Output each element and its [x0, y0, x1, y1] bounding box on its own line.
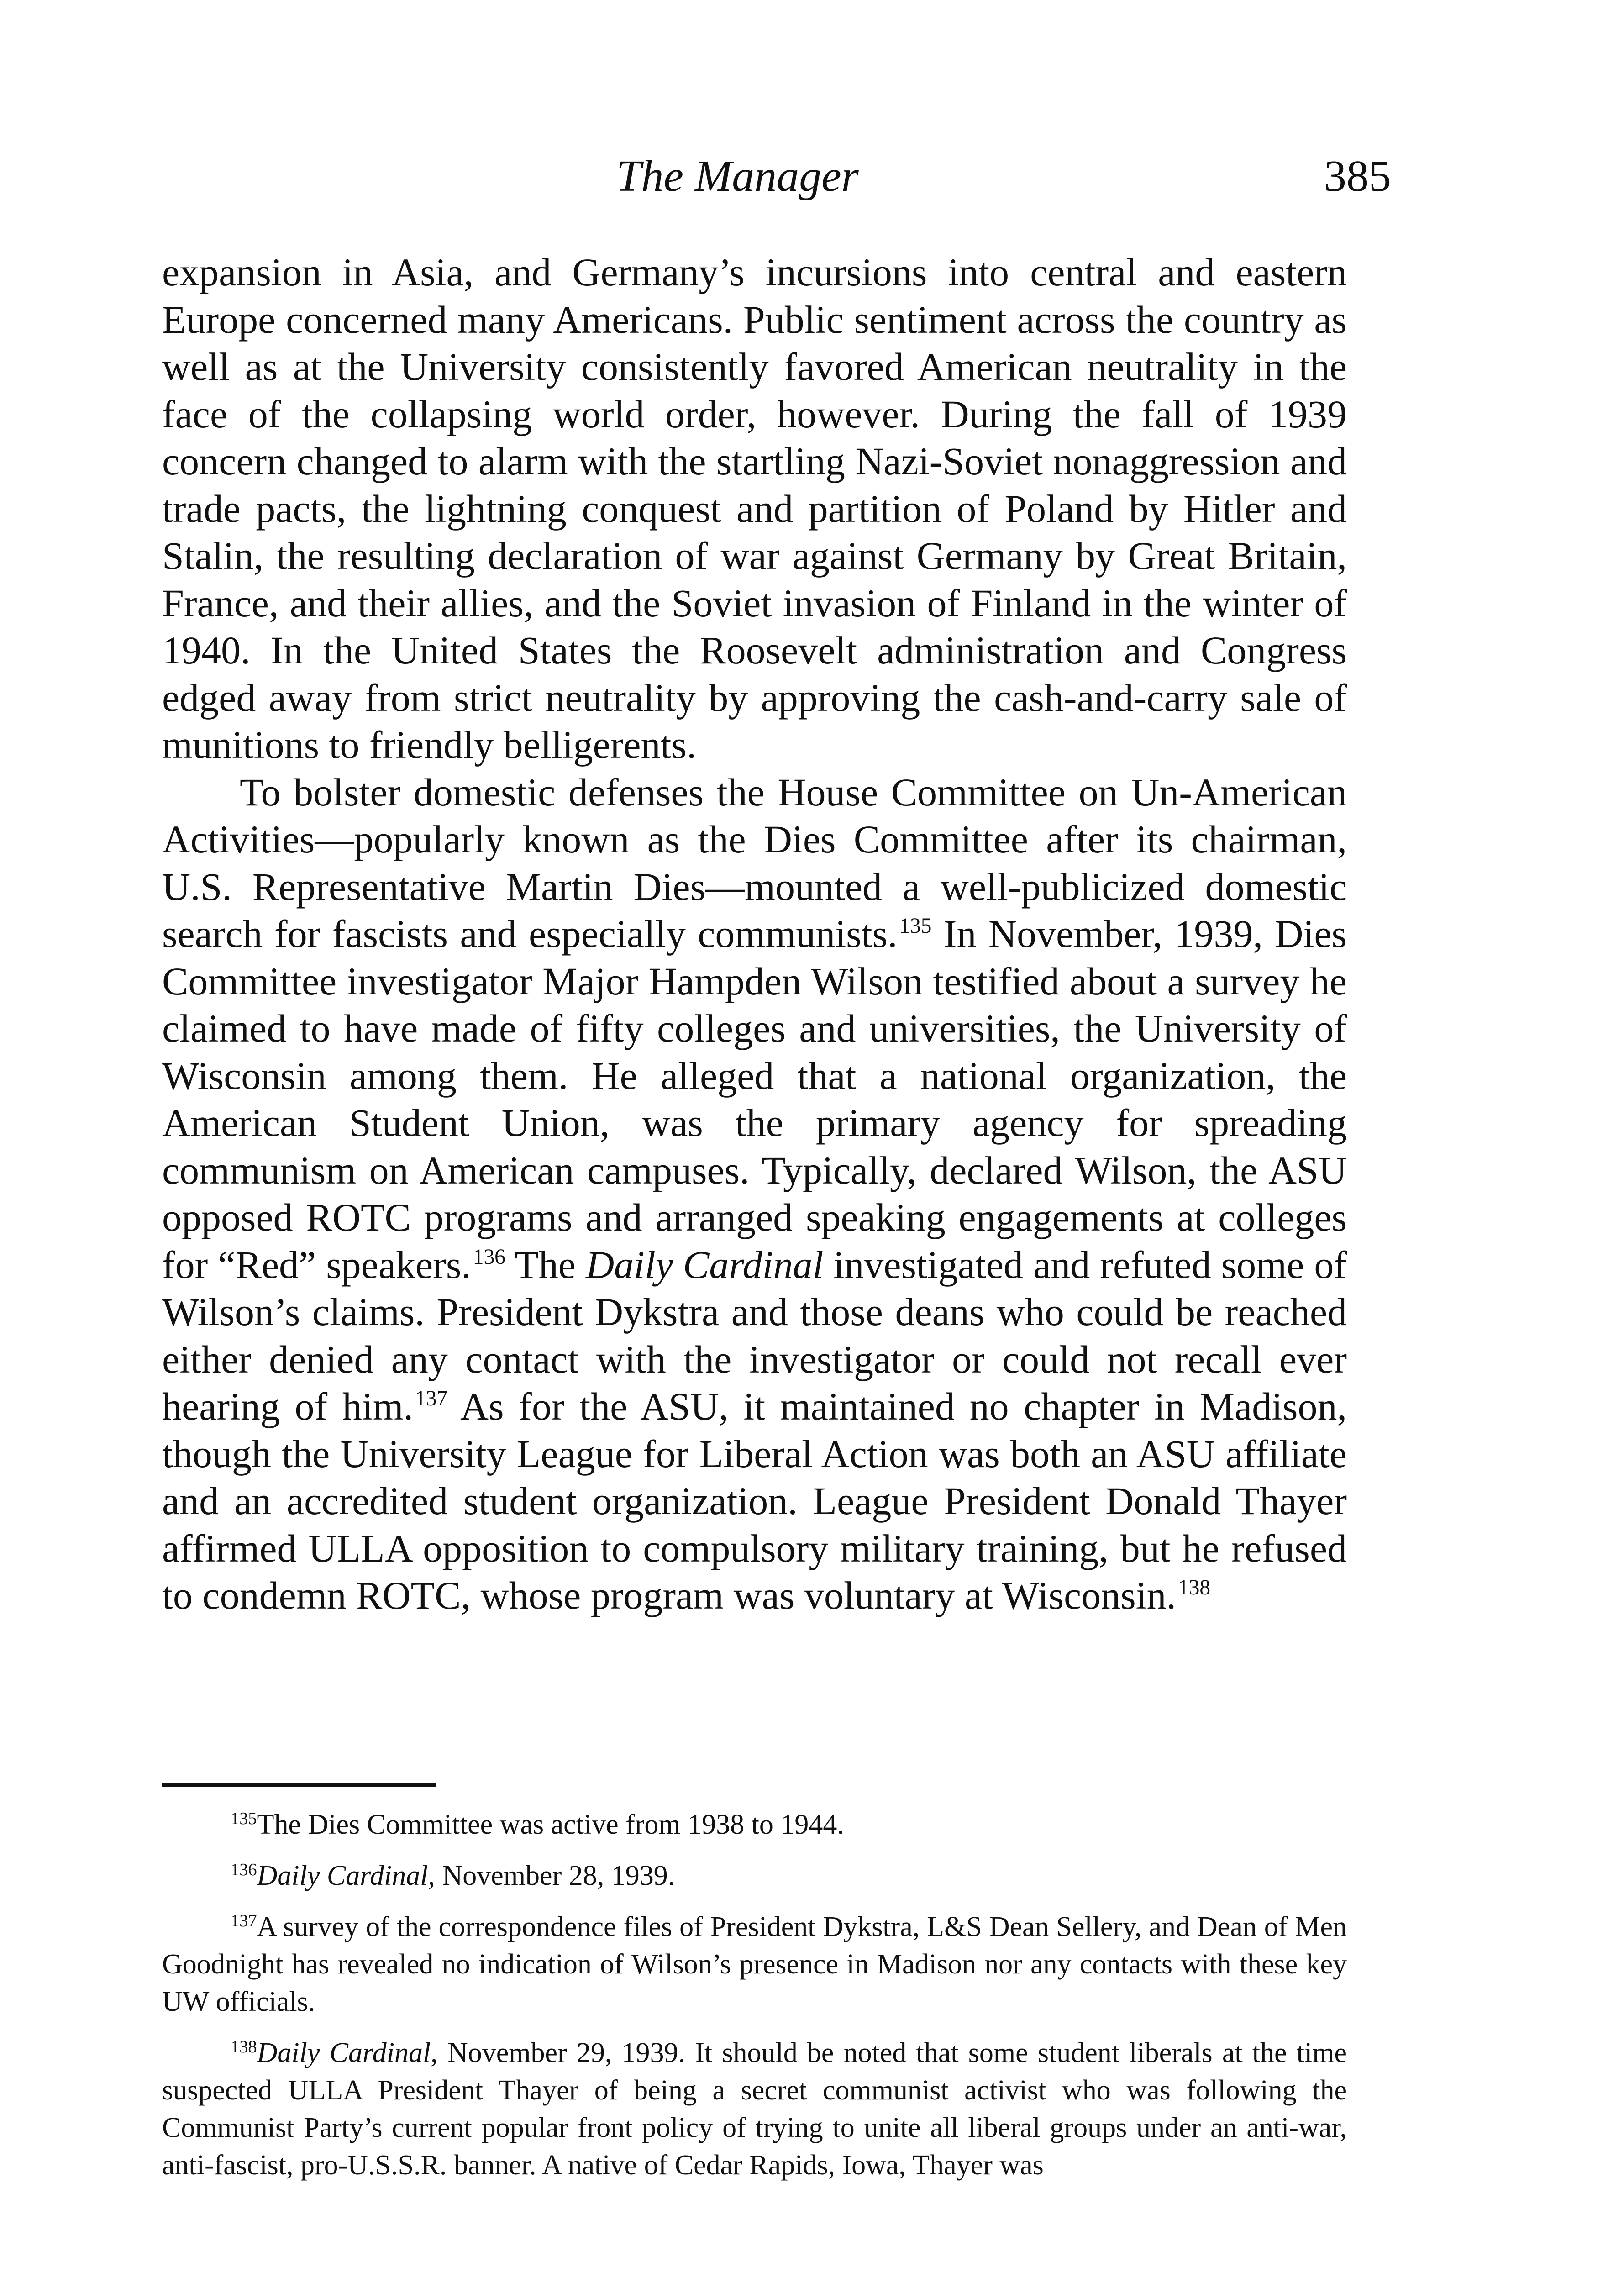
page-number: 385: [1324, 152, 1391, 201]
footnote-separator: [162, 1783, 436, 1787]
text-run: expansion in Asia, and Germany’s incursions into central and eastern Europe concerned many Americans. Public sentiment across the country as well as at the University consistently favored American neutrality in the face of the collapsing world order, however. During the fall of 1939 concern changed to alarm with the startling Nazi-Soviet nonaggression and trade pacts, the lightning conquest and partition of Poland by Hitler and Stalin, the resulting declaration of war against Germany by Great Britain, France, and their allies, and the Soviet invasion of Finland in the winter of 1940. In the United States the Roosevelt administration and Congress edged away from strict neutrality by approving the cash-and-carry sale of munitions to friendly belligerents.: [162, 250, 1347, 767]
footnote-135: [162, 1806, 1347, 1843]
italic-title: Daily Cardinal: [585, 1242, 824, 1287]
footnote-number: 135: [231, 1809, 257, 1828]
footnotes: [162, 1806, 1347, 2198]
italic-title: Daily Cardinal: [257, 2037, 431, 2068]
italic-title: Daily Cardinal: [257, 1860, 428, 1891]
text-run: In November, 1939, Dies Committee investigator Major Hampden Wilson testified about a survey he claimed to have made of fifty colleges and universities, the University of Wisconsin among them. He alleged that a national organization, the American Student Union, was the primary agency for spreading communism on American campuses. Typically, declared Wilson, the ASU opposed ROTC programs and arranged speaking engagements at colleges for “Red” speakers.: [162, 912, 1347, 1287]
page-header: [0, 151, 1624, 219]
paragraph-2: [162, 769, 1347, 1620]
footnote-138: [162, 2034, 1347, 2184]
footnote-ref-137: 137: [415, 1387, 448, 1411]
text-run: investigated and refuted some of Wilson’s claims. President Dykstra and those deans who could be reached either denied any contact with the investigator or could not recall ever hearing of him.: [162, 1242, 1347, 1428]
paragraph-1: [162, 249, 1347, 769]
footnote-number: 136: [231, 1860, 257, 1879]
text-run: As for the ASU, it maintained no chapter in Madison, though the University League for Liberal Action was both an ASU affiliate and an accredited student organization. League President Donald Thayer affirmed ULLA opposition to compulsory military training, but he refused to condemn ROTC, whose program was voluntary at Wisconsin.: [162, 1384, 1347, 1617]
text-run: To bolster domestic defenses the House Committee on Un-American Activities—popularly known as the Dies Committee after its chairman, U.S. Representative Martin Dies—mounted a well-publicized domestic search for fascists and especially communists.: [162, 770, 1347, 956]
running-title: The Manager: [616, 152, 859, 201]
text-run: The: [505, 1242, 586, 1287]
footnote-number: 138: [231, 2037, 257, 2057]
footnote-ref-138: 138: [1178, 1576, 1211, 1600]
body-text: [162, 249, 1347, 1620]
footnote-136: [162, 1857, 1347, 1894]
footnote-ref-136: 136: [473, 1245, 505, 1269]
footnote-text: A survey of the correspondence files of President Dykstra, L&S Dean Sellery, and Dean of Men Goodnight has revealed no indication of Wilson’s presence in Madison nor any contacts with these key UW officials.: [162, 1911, 1347, 2017]
footnote-text: , November 28, 1939.: [428, 1860, 675, 1891]
footnote-137: [162, 1908, 1347, 2020]
footnote-number: 137: [231, 1911, 257, 1931]
footnote-text: The Dies Committee was active from 1938 to 1944.: [257, 1809, 844, 1840]
footnote-text: , November 29, 1939. It should be noted that some student liberals at the time suspected ULLA President Thayer of being a secret communist activist who was following the Communist Party’s current popular front policy of trying to unite all liberal groups under an anti-war, anti-fascist, pro-U.S.S.R. banner. A native of Cedar Rapids, Iowa, Thayer was: [162, 2037, 1347, 2181]
footnote-ref-135: 135: [899, 914, 932, 938]
